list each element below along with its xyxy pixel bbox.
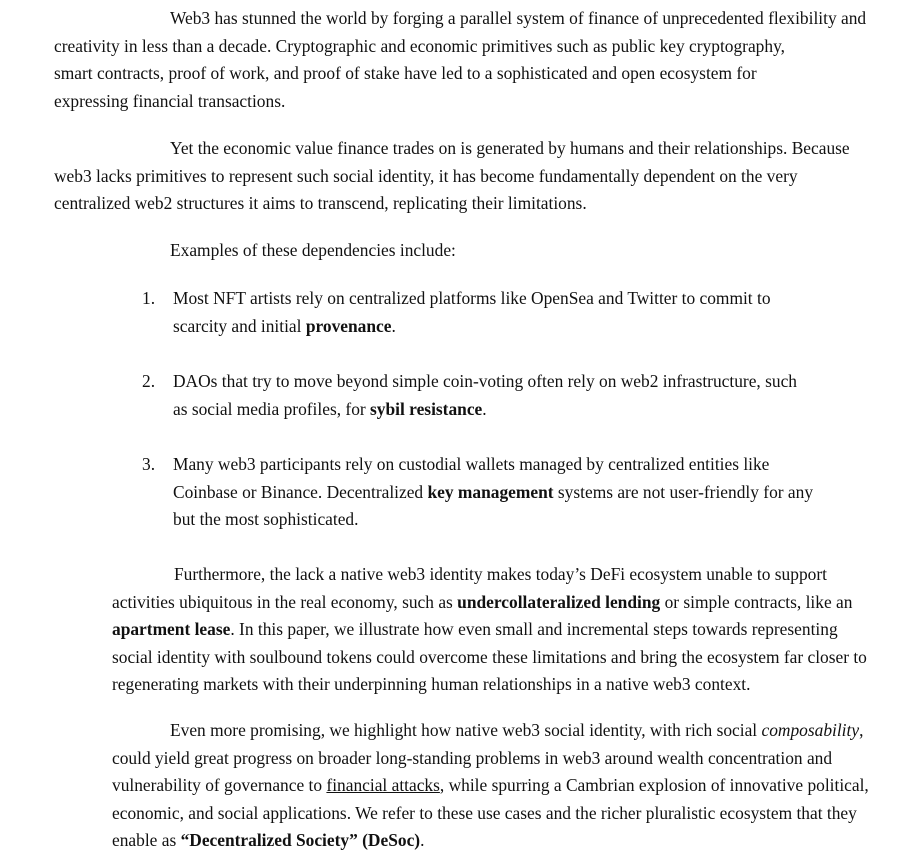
- p2-line-3: centralized web2 structures it aims to transcend, replicating their limitations.: [54, 193, 587, 214]
- p5-line-3-pre: vulnerability of governance to: [112, 775, 327, 796]
- p3-line-1-text: Examples of these dependencies include:: [170, 240, 456, 260]
- p1-line-3: smart contracts, proof of work, and proof of stake have led to a sophisticated and open ecosystem for: [54, 63, 757, 84]
- provenance-term: provenance: [305, 315, 392, 336]
- p2-line-2: web3 lacks primitives to represent such social identity, it has become fundamentally dependent on the very: [54, 165, 798, 186]
- desoc-term: “Decentralized Society” (DeSoc): [180, 830, 421, 851]
- p5-line-1-post: ,: [859, 720, 864, 740]
- p4-line-2-pre: activities ubiquitous in the real economy, such as: [112, 591, 458, 612]
- p1-line-2: creativity in less than a decade. Cryptographic and economic primitives such as public key cryptography,: [54, 35, 785, 56]
- list-2-line-2: [173, 396, 853, 424]
- p4-line-3: [54, 616, 854, 644]
- key-management-term: key management: [427, 481, 554, 502]
- list-number: 3.: [142, 454, 156, 474]
- p5-line-1: [54, 717, 864, 745]
- list-2-line-2-post: .: [482, 398, 487, 419]
- list-number: 1.: [142, 288, 156, 308]
- list-item-body: [173, 451, 853, 534]
- dependency-paragraph: [54, 135, 854, 218]
- desoc-paragraph: [54, 717, 869, 855]
- list-3-line-1: Many web3 participants rely on custodial wallets managed by centralized entities like: [173, 454, 770, 474]
- undercollateralized-lending-term: undercollateralized lending: [457, 591, 661, 612]
- list-3-line-2: [173, 479, 853, 507]
- list-1-line-2-pre: scarcity and initial: [173, 315, 306, 336]
- p1-line-1-text: Web3 has stunned the world by forging a parallel system of finance of unprecedented flexibility and: [170, 8, 867, 28]
- list-1-line-2-post: .: [391, 315, 396, 336]
- sybil-resistance-term: sybil resistance: [370, 398, 483, 419]
- list-1-line-2: [173, 313, 853, 341]
- p4-line-5: regenerating markets with their underpinning human relationships in a native web3 context.: [112, 674, 751, 695]
- composability-term: composability: [761, 720, 860, 740]
- list-number: 2.: [142, 371, 156, 391]
- p1-line-1: [54, 5, 867, 33]
- financial-attacks-link[interactable]: financial attacks: [326, 775, 440, 796]
- p4-line-1-text: Furthermore, the lack a native web3 identity makes today’s DeFi ecosystem unable to support: [174, 564, 827, 584]
- p4-line-4: social identity with soulbound tokens could overcome these limitations and bring the ecosystem far closer to: [112, 646, 867, 667]
- p2-line-1-text: Yet the economic value finance trades on is generated by humans and their relationships. Because: [170, 138, 850, 158]
- p2-line-1: [54, 135, 854, 163]
- list-1-line-1: Most NFT artists rely on centralized platforms like OpenSea and Twitter to commit to: [173, 288, 771, 308]
- list-3-line-2-post: systems are not user-friendly for any: [553, 481, 814, 502]
- list-3-line-2-pre: Coinbase or Binance. Decentralized: [173, 481, 428, 502]
- p4-line-1: [54, 561, 854, 589]
- list-item-body: [173, 368, 853, 423]
- examples-intro: [54, 237, 854, 265]
- p4-line-2: [54, 589, 854, 617]
- list-3-line-3: but the most sophisticated.: [173, 509, 359, 530]
- list-2-line-2-pre: as social media profiles, for: [173, 398, 371, 419]
- p5-line-2: could yield great progress on broader long-standing problems in web3 around wealth concentration and: [112, 747, 833, 768]
- p5-line-5: [54, 827, 854, 855]
- furthermore-paragraph: [54, 561, 867, 699]
- intro-paragraph: [54, 5, 867, 115]
- list-2-line-1: DAOs that try to move beyond simple coin-voting often rely on web2 infrastructure, such: [173, 371, 797, 391]
- p4-line-3-post: . In this paper, we illustrate how even small and incremental steps towards representing: [230, 619, 838, 640]
- p5-line-5-pre: enable as: [112, 830, 181, 851]
- p5-line-3: [54, 772, 869, 800]
- p5-line-4: economic, and social applications. We refer to these use cases and the richer pluralistic ecosystem that they: [112, 802, 857, 823]
- list-item-body: [173, 285, 853, 340]
- p4-line-2-post: or simple contracts, like an: [660, 591, 853, 612]
- p5-line-5-post: .: [420, 830, 425, 851]
- p1-line-4: expressing financial transactions.: [54, 90, 286, 111]
- p5-line-3-post: , while spurring a Cambrian explosion of innovative political,: [439, 775, 869, 796]
- p5-line-1-pre: Even more promising, we highlight how native web3 social identity, with rich social: [170, 720, 762, 740]
- p3-line-1: [54, 237, 854, 265]
- apartment-lease-term: apartment lease: [112, 619, 231, 640]
